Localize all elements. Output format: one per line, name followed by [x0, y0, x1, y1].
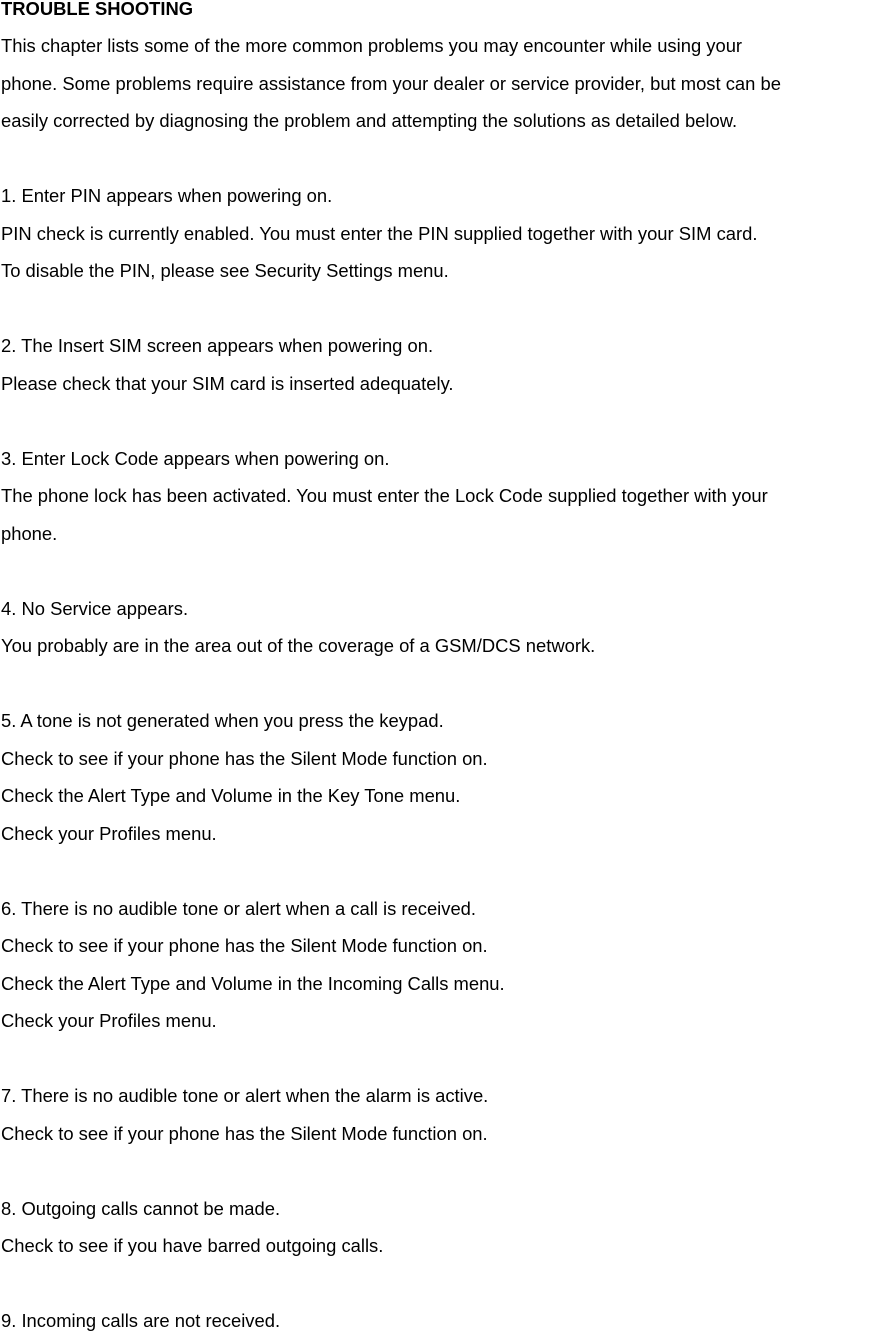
- intro-line: This chapter lists some of the more common problems you may encounter while using your: [1, 35, 743, 56]
- trouble-item-1: [1, 177, 884, 290]
- spacer: [1, 1040, 884, 1078]
- trouble-text: Check your Profiles menu.: [1, 1010, 217, 1031]
- trouble-text: The phone lock has been activated. You must enter the Lock Code supplied together with your: [1, 485, 768, 506]
- trouble-heading: 3. Enter Lock Code appears when powering on.: [1, 447, 390, 469]
- trouble-text: Check to see if your phone has the Silent Mode function on.: [1, 935, 488, 956]
- trouble-heading: 5. A tone is not generated when you press the keypad.: [1, 710, 444, 731]
- spacer: [1, 290, 884, 328]
- trouble-text: phone.: [1, 522, 58, 544]
- document-page: [1, 0, 884, 1340]
- trouble-heading: 9. Incoming calls are not received.: [1, 1310, 281, 1331]
- trouble-heading: 7. There is no audible tone or alert when the alarm is active.: [1, 1085, 489, 1106]
- trouble-text: Check your Profiles menu.: [1, 822, 217, 844]
- trouble-text: Check the Alert Type and Volume in the Key Tone menu.: [1, 785, 461, 806]
- spacer: [1, 552, 884, 590]
- trouble-text: PIN check is currently enabled. You must enter the PIN supplied together with your SIM card.: [1, 222, 758, 244]
- trouble-heading: 4. No Service appears.: [1, 597, 189, 619]
- trouble-text: Check the Alert Type and Volume in the Incoming Calls menu.: [1, 972, 505, 994]
- intro-paragraph: [1, 27, 884, 140]
- trouble-text: To disable the PIN, please see Security Settings menu.: [1, 260, 449, 281]
- trouble-item-4: [1, 590, 884, 665]
- trouble-heading: 1. Enter PIN appears when powering on.: [1, 185, 333, 206]
- trouble-item-5: [1, 702, 884, 852]
- trouble-item-2: [1, 327, 884, 402]
- trouble-item-7: [1, 1077, 884, 1152]
- trouble-item-8: [1, 1190, 884, 1265]
- trouble-text: Please check that your SIM card is inserted adequately.: [1, 372, 454, 394]
- trouble-item-6: [1, 890, 884, 1040]
- trouble-text: Check to see if your phone has the Silent Mode function on.: [1, 747, 488, 769]
- spacer: [1, 665, 884, 703]
- trouble-heading: 6. There is no audible tone or alert when a call is received.: [1, 897, 477, 919]
- spacer: [1, 1265, 884, 1303]
- spacer: [1, 852, 884, 890]
- trouble-text: Check to see if you have barred outgoing calls.: [1, 1235, 384, 1256]
- intro-line: phone. Some problems require assistance from your dealer or service provider, but most can be: [1, 72, 781, 94]
- trouble-text: Check to see if your phone has the Silent Mode function on.: [1, 1122, 488, 1144]
- spacer: [1, 140, 884, 178]
- page-title: TROUBLE SHOOTING: [1, 0, 194, 19]
- trouble-heading: 8. Outgoing calls cannot be made.: [1, 1197, 281, 1219]
- trouble-text: You probably are in the area out of the coverage of a GSM/DCS network.: [1, 635, 596, 656]
- spacer: [1, 402, 884, 440]
- trouble-heading: 2. The Insert SIM screen appears when powering on.: [1, 335, 434, 356]
- spacer: [1, 1152, 884, 1190]
- intro-line: easily corrected by diagnosing the problem and attempting the solutions as detailed below.: [1, 110, 738, 131]
- trouble-item-3: [1, 440, 884, 553]
- trouble-item-9: [1, 1302, 884, 1340]
